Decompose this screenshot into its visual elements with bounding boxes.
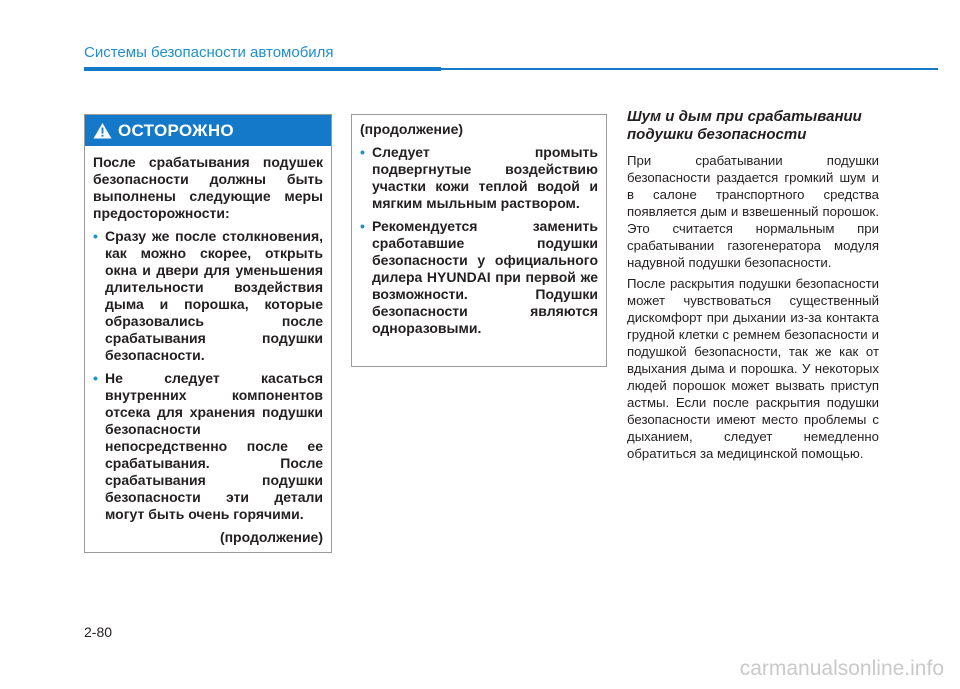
article-paragraph-2: После раскрытия подушки безопасности может чувствоваться существенный дискомфорт при дыхании из-за контакта грудной клетки с ремнем безопасности и подушкой безопасности, так же как от вдыхания дыма и порошка. У некоторых людей порошок может вызвать приступ астмы. Если после раскрытия подушки безопасности имеют место проблемы с дыханием, следует немедленно обратиться за медицинской помощью. bbox=[627, 276, 879, 461]
header-rule-thick bbox=[84, 67, 441, 71]
continued-body bbox=[352, 115, 606, 337]
article-paragraph-1: При срабатывании подушки безопасности раздается громкий шум и в салоне транспортного средства появляется дым и взвешенный порошок. Это считается нормальным при срабатывании газогенератора модуля надувной подушки безопасности. bbox=[627, 153, 879, 270]
article bbox=[627, 108, 879, 466]
continued-label: (продолжение) bbox=[219, 529, 323, 545]
article-title: Шум и дым при срабатывании подушки безопасности bbox=[627, 108, 862, 143]
warning-triangle-icon bbox=[93, 122, 112, 139]
bullet-dot-icon: • bbox=[93, 370, 98, 386]
bullet-dot-icon: • bbox=[360, 144, 365, 160]
section-title: Системы безопасности автомобиля bbox=[84, 44, 334, 61]
watermark: carmanualsonline.info bbox=[739, 657, 944, 680]
warning-title: ОСТОРОЖНО bbox=[118, 121, 234, 140]
warning-bullet-1 bbox=[93, 228, 323, 364]
continued-bullet-1-text: Следует промыть подвергнутые воздействию участки кожи теплой водой и мягким мыльным раствором. bbox=[372, 144, 598, 211]
bullet-dot-icon: • bbox=[360, 218, 365, 234]
header-rule-thin bbox=[441, 68, 938, 70]
warning-bullet-2 bbox=[93, 370, 323, 523]
warning-box bbox=[84, 114, 332, 553]
continued-bullet-2-text: Рекомендуется заменить сработавшие подушки безопасности у официального дилера HYUNDAI при первой же возможности. Подушки безопасности являются одноразовыми. bbox=[372, 218, 598, 336]
continued-bullet-2 bbox=[360, 218, 598, 337]
continued-heading: (продолжение) bbox=[360, 121, 464, 137]
warning-header bbox=[85, 115, 331, 146]
continued-box bbox=[351, 114, 607, 367]
warning-intro: После срабатывания подушек безопасности должны быть выполнены следующие меры предосторожности: bbox=[93, 154, 323, 221]
bullet-dot-icon: • bbox=[93, 228, 98, 244]
warning-body bbox=[85, 146, 331, 546]
warning-bullet-2-text: Не следует касаться внутренних компонентов отсека для хранения подушки безопасности непосредственно после ее срабатывания. После срабатывания подушки безопасности эти детали могут быть очень горячими. bbox=[105, 370, 323, 522]
warning-bullet-1-text: Сразу же после столкновения, как можно скорее, открыть окна и двери для уменьшения длительности воздействия дыма и порошка, которые образовались после срабатывания подушки безопасности. bbox=[105, 228, 323, 363]
continued-bullet-1 bbox=[360, 144, 598, 212]
page-number: 2-80 bbox=[84, 624, 113, 640]
